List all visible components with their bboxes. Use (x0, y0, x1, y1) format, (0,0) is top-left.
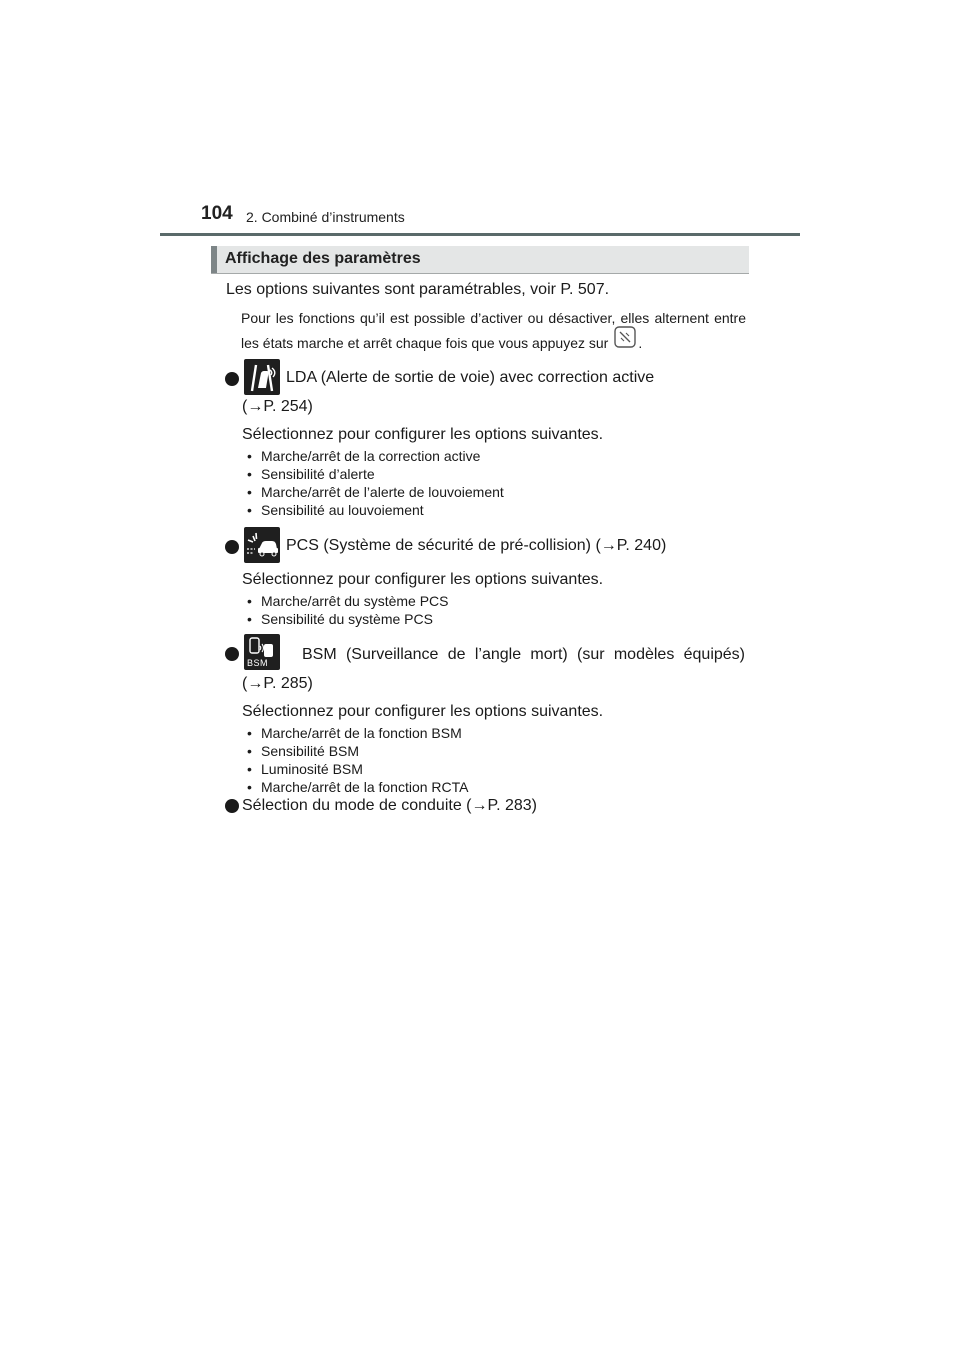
feature-title-bsm: BSM (Surveillance de l’angle mort) (sur modèles équipés) (302, 646, 745, 663)
section-title: Affichage des paramètres (225, 250, 421, 267)
bsm-blind-spot-icon (244, 634, 280, 670)
feature-lead-pcs: Sélectionnez pour configurer les options suivantes. (242, 571, 604, 588)
options-list-lda (244, 447, 504, 519)
feature-title-pcs: PCS (Système de sécurité de pré-collision) (→P. 240) (286, 537, 667, 554)
feature-ref-lda: (→P. 254) (242, 398, 313, 415)
note-paragraph (241, 306, 746, 356)
list-item: • Marche/arrêt du système PCS (244, 592, 449, 610)
note-text: Pour les fonctions qu’il est possible d’activer ou désactiver, elles alternent entre les états marche et arrêt chaque fois que vous appuyez sur (241, 310, 746, 351)
bullet-pcs (225, 540, 239, 554)
feature-title-drive-mode: Sélection du mode de conduite (→P. 283) (242, 797, 538, 814)
list-item: • Marche/arrêt de l’alerte de louvoiement (244, 483, 504, 501)
bsm-icon-label: BSM (247, 658, 269, 668)
chapter-title: 2. Combiné d’instruments (246, 209, 405, 225)
bullet-bsm (225, 647, 239, 661)
feature-ref-bsm: (→P. 285) (242, 675, 313, 692)
bullet-drive-mode (225, 799, 239, 813)
lda-lane-departure-icon (244, 359, 280, 395)
page-number: 104 (201, 203, 233, 224)
intro-text: Les options suivantes sont paramétrables, voir P. 507. (226, 281, 610, 298)
bullet-lda (225, 372, 239, 386)
header-divider (160, 233, 800, 236)
list-item: • Sensibilité du système PCS (244, 610, 449, 628)
feature-title-lda: LDA (Alerte de sortie de voie) avec correction active (286, 369, 655, 386)
list-item: • Marche/arrêt de la fonction BSM (244, 724, 469, 742)
note-end: . (638, 335, 643, 351)
list-item: • Marche/arrêt de la fonction RCTA (244, 778, 469, 796)
list-item: • Sensibilité BSM (244, 742, 469, 760)
options-list-bsm (244, 724, 469, 796)
feature-lead-lda: Sélectionnez pour configurer les options suivantes. (242, 426, 604, 443)
feature-lead-bsm: Sélectionnez pour configurer les options suivantes. (242, 703, 604, 720)
list-item: • Sensibilité d’alerte (244, 465, 504, 483)
section-heading-bar (211, 246, 749, 274)
display-change-switch-icon (614, 326, 636, 356)
pcs-pre-collision-icon (244, 527, 280, 563)
list-item: • Sensibilité au louvoiement (244, 501, 504, 519)
list-item: • Marche/arrêt de la correction active (244, 447, 504, 465)
list-item: • Luminosité BSM (244, 760, 469, 778)
options-list-pcs (244, 592, 449, 628)
section-accent (211, 246, 217, 273)
